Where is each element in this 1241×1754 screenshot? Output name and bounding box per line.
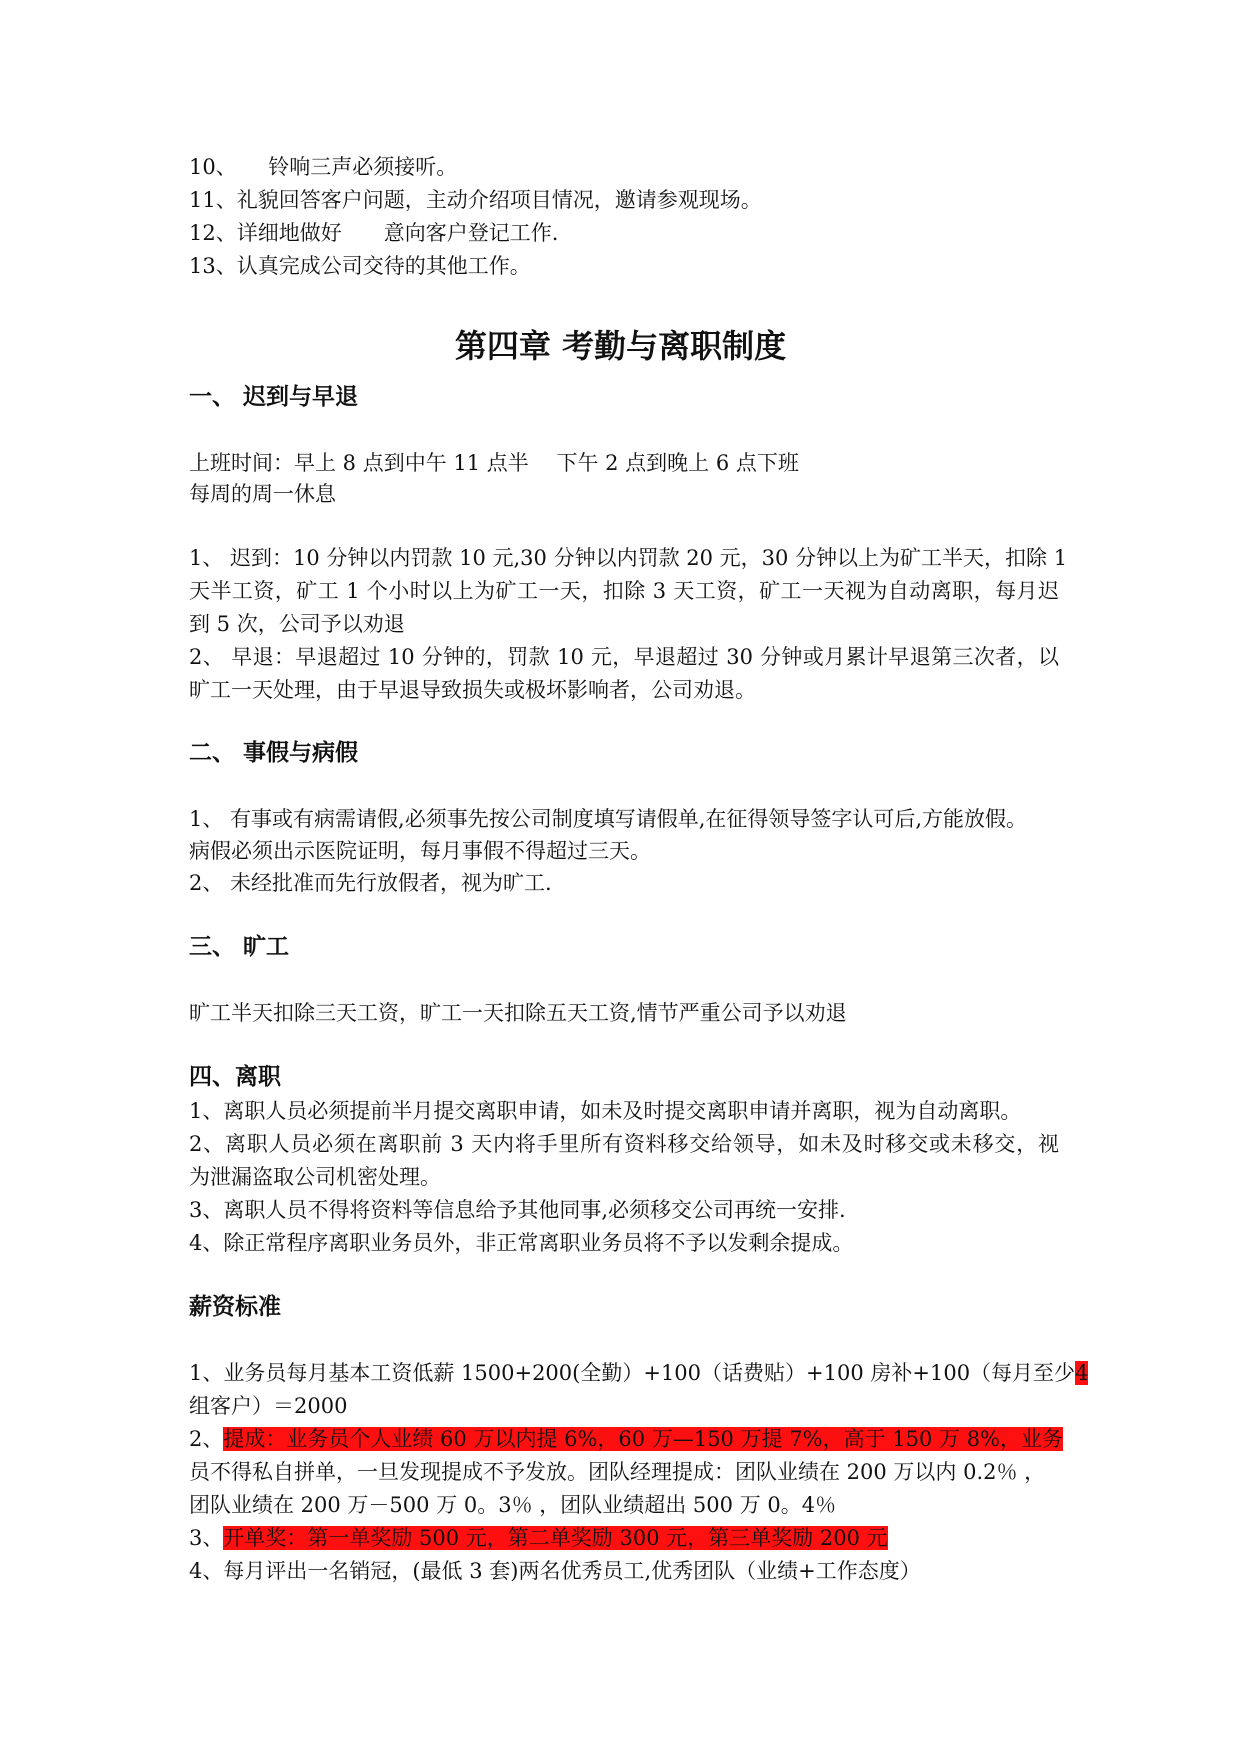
salary-item-1 [189, 1358, 1089, 1388]
paragraph-line: 2、 早退：早退超过 10 分钟的，罚款 10 元，早退超过 30 分钟或月累计早退第三次者，以 [189, 645, 1059, 669]
highlighted-text: 开单奖：第一单奖励 500 元，第二单奖励 300 元，第三单奖励 200 元 [223, 1526, 888, 1550]
list-item: 10、 铃响三声必须接听。 [189, 155, 458, 179]
salary-item-1-text: 1、业务员每月基本工资低薪 1500+200(全勤）+100（话费贴）+100 房补+100（每月至少 [189, 1361, 1076, 1385]
paragraph-line: 天半工资，矿工 1 个小时以上为矿工一天，扣除 3 天工资，矿工一天视为自动离职，每月迟 [189, 579, 1059, 603]
list-item: 12、详细地做好 意向客户登记工作. [189, 221, 559, 245]
paragraph-line: 为泄漏盗取公司机密处理。 [189, 1165, 441, 1189]
section-heading-leave: 二、 事假与病假 [189, 740, 359, 766]
salary-item-3 [189, 1523, 1059, 1553]
paragraph-line: 团队业绩在 200 万－500 万 0。3％ ，团队业绩超出 500 万 0。4％ [189, 1493, 837, 1517]
section-heading-salary: 薪资标准 [189, 1294, 281, 1320]
paragraph-line: 2、 未经批准而先行放假者，视为旷工. [189, 871, 552, 895]
paragraph-line: 员不得私自拼单，一旦发现提成不予发放。团队经理提成：团队业绩在 200 万以内 0.2％ ， [189, 1460, 1046, 1484]
list-item: 11、礼貌回答客户问题，主动介绍项目情况，邀请参观现场。 [189, 188, 762, 212]
paragraph-line: 旷工半天扣除三天工资，旷工一天扣除五天工资,情节严重公司予以劝退 [189, 1001, 847, 1025]
work-hours-text: 上班时间：早上 8 点到中午 11 点半 下午 2 点到晚上 6 点下班 [189, 451, 799, 475]
section-heading-late-early: 一、 迟到与早退 [189, 384, 359, 410]
paragraph-line: 2、离职人员必须在离职前 3 天内将手里所有资料移交给领导，如未及时移交或未移交，视 [189, 1132, 1059, 1156]
item-prefix: 2、 [189, 1427, 224, 1451]
paragraph-line: 4、除正常程序离职业务员外，非正常离职业务员将不予以发剩余提成。 [189, 1231, 854, 1255]
paragraph-line: 旷工一天处理，由于早退导致损失或极坏影响者，公司劝退。 [189, 678, 756, 702]
list-item: 13、认真完成公司交待的其他工作。 [189, 254, 531, 278]
item-prefix: 3、 [189, 1526, 224, 1550]
section-heading-absence: 三、 旷工 [189, 934, 290, 960]
paragraph-line: 1、 有事或有病需请假,必须事先按公司制度填写请假单,在征得领导签字认可后,方能放假。 [189, 807, 1028, 831]
highlighted-text: 4 [1075, 1361, 1089, 1385]
paragraph-line: 3、离职人员不得将资料等信息给予其他同事,必须移交公司再统一安排. [189, 1198, 846, 1222]
paragraph-line: 组客户）＝2000 [189, 1394, 348, 1418]
section-heading-resignation: 四、离职 [189, 1064, 281, 1090]
paragraph-line: 1、 迟到：10 分钟以内罚款 10 元,30 分钟以内罚款 20 元，30 分钟以上为矿工半天，扣除 1 [189, 546, 1068, 570]
highlighted-text: 提成：业务员个人业绩 60 万以内提 6%，60 万—150 万提 7%，高于 150 万 8%，业务 [223, 1427, 1064, 1451]
paragraph-line: 到 5 次，公司予以劝退 [189, 612, 405, 636]
paragraph-line: 病假必须出示医院证明，每月事假不得超过三天。 [189, 839, 651, 863]
salary-item-2 [189, 1424, 1064, 1454]
chapter-title: 第四章 考勤与离职制度 [454, 327, 787, 365]
rest-day-text: 每周的周一休息 [189, 482, 336, 506]
paragraph-line: 1、离职人员必须提前半月提交离职申请，如未及时提交离职申请并离职，视为自动离职。 [189, 1099, 1022, 1123]
paragraph-line: 4、每月评出一名销冠，(最低 3 套)两名优秀员工,优秀团队（业绩+工作态度） [189, 1559, 921, 1583]
